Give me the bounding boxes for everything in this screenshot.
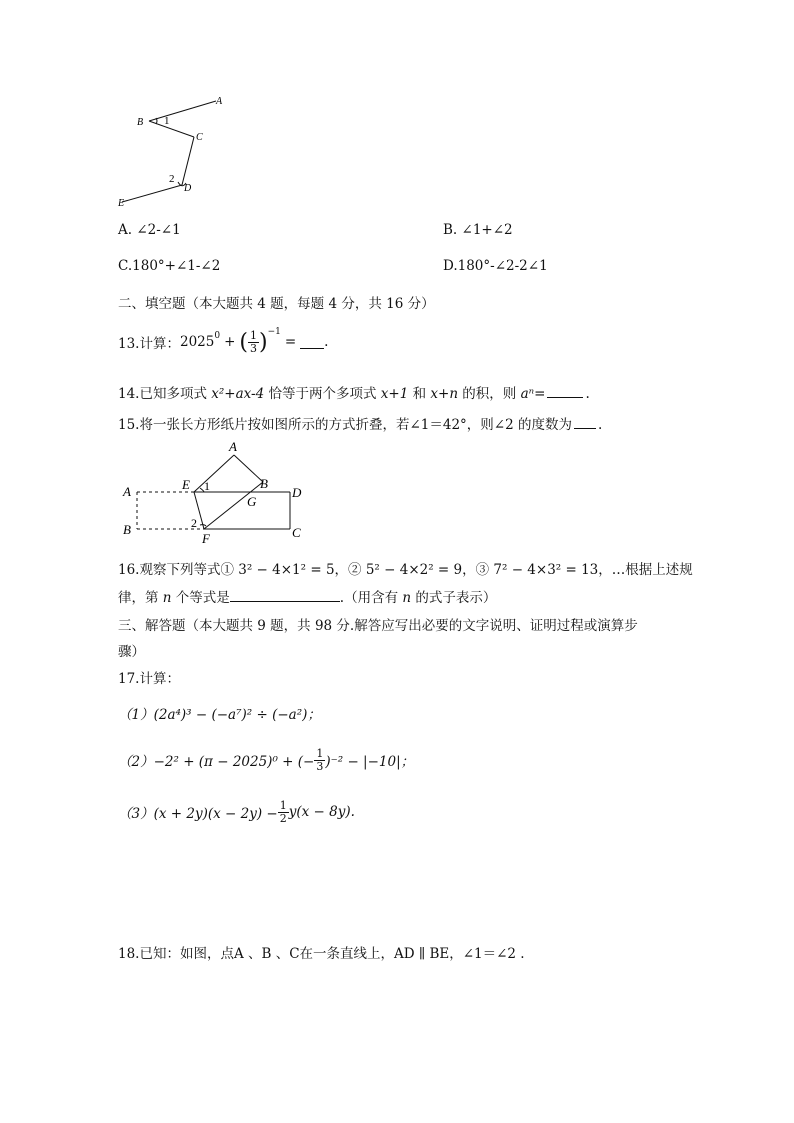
fig2-label-B-left: B [123, 522, 131, 537]
q16-line2a: 律，第 [118, 590, 163, 606]
q16-n: n [162, 590, 172, 606]
q16-line2b: 个等式是 [171, 590, 230, 606]
q13-exp0: 0 [214, 331, 221, 341]
option-b: B. ∠1+∠2 [443, 222, 513, 238]
option-d: D.180°-∠2-2∠1 [443, 258, 548, 274]
fig1-label-D: D [184, 183, 192, 194]
question-18: 18.已知：如图，点A 、B 、C在一条直线上，AD ∥ BE，∠1＝∠2 . [118, 946, 525, 962]
q14-p1: x+1 [380, 386, 409, 402]
question-17-title: 17.计算： [118, 671, 180, 687]
fig2-label-E: E [182, 477, 190, 492]
fig2-label-1: 1 [204, 479, 210, 493]
question-15 [118, 413, 602, 433]
q13-den: 3 [249, 341, 257, 355]
q13-exp: −1 [267, 327, 281, 337]
q13-fraction [248, 330, 259, 355]
q13-prefix: 13.计算： [118, 336, 180, 352]
q17-p2den: 3 [316, 759, 324, 773]
q13-base: 2025 [179, 334, 215, 350]
q16-line2d: 的式子表示） [411, 590, 497, 606]
question-17-part-2 [118, 744, 414, 776]
q17-p2-fraction [314, 748, 325, 773]
q13-eq: = [284, 334, 297, 350]
q15-answer-blank [574, 416, 596, 429]
option-c: C.180°+∠1-∠2 [118, 258, 221, 274]
fig1-label-B: B [137, 117, 144, 128]
q16-line2c: .（用含有 [339, 590, 403, 606]
q14-text4: 的积，则 [458, 386, 521, 402]
fig2-label-D: D [292, 485, 302, 500]
q14-p2: x+n [430, 386, 459, 402]
q13-end: . [324, 334, 329, 350]
q17-p2a: （2）−2² + (π − 2025)⁰ + (− [118, 754, 315, 770]
fig2-label-A-left: A [123, 484, 131, 499]
q14-answer-blank [547, 385, 583, 398]
q17-p3-fraction [278, 800, 289, 825]
fig1-label-C: C [196, 132, 203, 143]
fig2-label-2: 2 [191, 516, 197, 530]
figure-angles [112, 92, 242, 212]
question-17-part-3 [118, 796, 355, 828]
question-17-part-1: （1）(2a⁴)³ − (−a⁷)² ÷ (−a²)； [118, 707, 321, 723]
q17-p3den: 2 [279, 811, 287, 825]
fig2-label-C: C [292, 525, 301, 540]
option-a: A. ∠2-∠1 [118, 222, 181, 238]
question-16-line-2 [118, 586, 496, 606]
q17-p2num: 1 [316, 746, 324, 760]
section-3-title-line-1: 三、解答题（本大题共 9 题，共 98 分.解答应写出必要的文字说明、证明过程或演算步 [118, 618, 638, 634]
fig2-label-A-top: A [229, 439, 237, 454]
q13-plus: + [224, 334, 236, 350]
fig1-label-1: 1 [164, 115, 170, 127]
q15-text: 15.将一张长方形纸片按如图所示的方式折叠，若∠1＝42°，则∠2 的度数为 [118, 417, 572, 433]
q16-answer-blank [230, 589, 340, 602]
q17-p3a: （3）(x + 2y)(x − 2y) − [118, 806, 278, 822]
q14-poly: x²+ax-4 [211, 386, 265, 402]
fig1-label-E: E [118, 198, 125, 209]
q17-p3b: y(x − 8y). [288, 804, 355, 820]
q14-pow: aⁿ [520, 386, 535, 402]
q14-text5: = [534, 386, 546, 402]
fig1-label-A: A [216, 96, 223, 107]
q14-text1: 14.已知多项式 [118, 386, 212, 402]
figure-folding [118, 438, 318, 550]
question-13: 13.计算： 2025 $^0$ + ( $\frac{1}{3}$ ) $^{-1}$ = . [118, 327, 329, 355]
fig2-label-F: F [202, 531, 210, 546]
fig2-label-G: G [247, 494, 257, 509]
fig2-label-B-top: B [260, 476, 268, 491]
q16-n2: n [402, 590, 412, 606]
question-16-line-1: 16.观察下列等式① 3² − 4×1² = 5，② 5² − 4×2² = 9，③ 7² − 4×3² = 13，…根据上述规 [118, 562, 693, 578]
q17-p2b: )⁻² − |−10|； [325, 754, 415, 770]
question-14 [118, 382, 590, 402]
q13-num: 1 [249, 328, 257, 342]
q15-end: . [598, 417, 603, 433]
q13-answer-blank [300, 336, 324, 349]
q14-text3: 和 [408, 386, 431, 402]
fig1-label-2: 2 [169, 173, 175, 185]
q14-text2: 恰等于两个多项式 [264, 386, 381, 402]
q14-end: . [585, 386, 590, 402]
q17-p3num: 1 [279, 798, 287, 812]
section-2-title: 二、填空题（本大题共 4 题，每题 4 分，共 16 分） [118, 296, 435, 312]
section-3-title-line-2: 骤） [118, 644, 145, 660]
